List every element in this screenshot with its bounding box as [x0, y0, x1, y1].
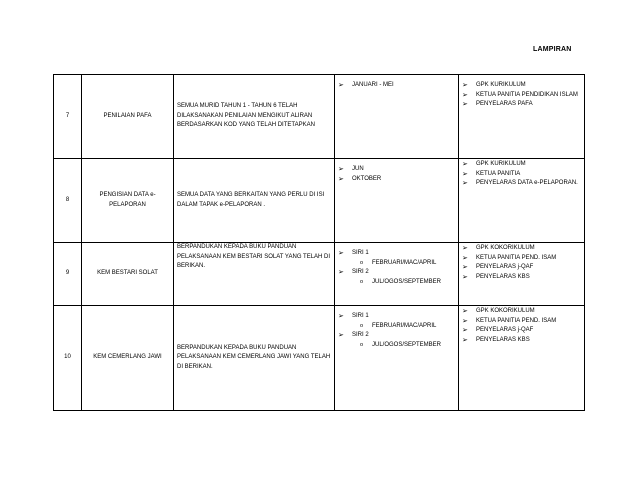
schedule-item	[338, 249, 455, 268]
responsible-cell	[459, 75, 585, 159]
responsible-item: ➢ PENYELARAS KBS	[462, 273, 581, 283]
schedule-item	[338, 268, 455, 287]
schedule-item	[338, 331, 455, 350]
schedule-item	[338, 312, 455, 331]
responsible-item: ➢ KETUA PANITIA	[462, 170, 581, 180]
table-row	[54, 75, 585, 159]
activity-name: PENILAIAN PAFA	[82, 75, 174, 159]
schedule-series-label: SIRI 1	[352, 313, 369, 319]
schedule-months: o FEBRUARI/MAC/APRIL	[338, 259, 455, 269]
row-number: 7	[54, 75, 82, 159]
schedule-item: ➢ JANUARI - MEI	[338, 81, 455, 91]
activity-description: BERPANDUKAN KEPADA BUKU PANDUAN PELAKSANAAN KEM CEMERLANG JAWI YANG TELAH DI BERIKAN.	[174, 306, 335, 411]
activity-description: SEMUA DATA YANG BERKAITAN YANG PERLU DI ISI DALAM TAPAK e-PELAPORAN .	[174, 159, 335, 243]
activity-description: BERPANDUKAN KEPADA BUKU PANDUAN PELAKSANAAN KEM BESTARI SOLAT YANG TELAH DI BERIKAN.	[174, 243, 335, 306]
responsible-item: ➢ KETUA PANITIA PENDIDIKAN ISLAM	[462, 91, 581, 101]
responsible-item: ➢ KETUA PANITIA PEND. ISAM	[462, 254, 581, 264]
activity-name: PENGISIAN DATA e-PELAPORAN	[82, 159, 174, 243]
row-number: 9	[54, 243, 82, 306]
schedule-cell	[335, 75, 459, 159]
responsible-item: ➢ GPK KURIKULUM	[462, 81, 581, 91]
responsible-cell	[459, 243, 585, 306]
schedule-months: o JUL/OGOS/SEPTEMBER	[338, 278, 455, 288]
responsible-item: ➢ GPK KOKORIKULUM	[462, 244, 581, 254]
schedule-series-label: SIRI 2	[352, 269, 369, 275]
row-number: 8	[54, 159, 82, 243]
activity-name: KEM CEMERLANG JAWI	[82, 306, 174, 411]
program-table	[53, 74, 585, 411]
responsible-cell	[459, 306, 585, 411]
responsible-cell	[459, 159, 585, 243]
responsible-item: ➢ PENYELARAS DATA e-PELAPORAN.	[462, 179, 581, 189]
activity-description: SEMUA MURID TAHUN 1 - TAHUN 6 TELAH DILAKSANAKAN PENILAIAN MENGIKUT ALIRAN BERDASARKAN KOD YANG TELAH DITETAPKAN	[174, 75, 335, 159]
schedule-cell	[335, 243, 459, 306]
schedule-cell	[335, 159, 459, 243]
schedule-series-label: SIRI 2	[352, 332, 369, 338]
responsible-item: ➢ PENYELARAS j-QAF	[462, 326, 581, 336]
responsible-item: ➢ PENYELARAS j-QAF	[462, 263, 581, 273]
page-header-lampiran: LAMPIRAN	[533, 46, 572, 53]
responsible-item: ➢ KETUA PANITIA PEND. ISAM	[462, 317, 581, 327]
table-row	[54, 243, 585, 306]
activity-name: KEM BESTARI SOLAT	[82, 243, 174, 306]
schedule-months: o FEBRUARI/MAC/APRIL	[338, 322, 455, 332]
schedule-item: ➢ OKTOBER	[338, 175, 455, 185]
table-row	[54, 306, 585, 411]
schedule-months: o JUL/OGOS/SEPTEMBER	[338, 341, 455, 351]
responsible-item: ➢ GPK KURIKULUM	[462, 160, 581, 170]
schedule-item: ➢ JUN	[338, 165, 455, 175]
table-row	[54, 159, 585, 243]
schedule-cell	[335, 306, 459, 411]
responsible-item: ➢ GPK KOKORIKULUM	[462, 307, 581, 317]
responsible-item: ➢ PENYELARAS KBS	[462, 336, 581, 346]
schedule-series-label: SIRI 1	[352, 250, 369, 256]
responsible-item: ➢ PENYELARAS PAFA	[462, 100, 581, 110]
row-number: 10	[54, 306, 82, 411]
